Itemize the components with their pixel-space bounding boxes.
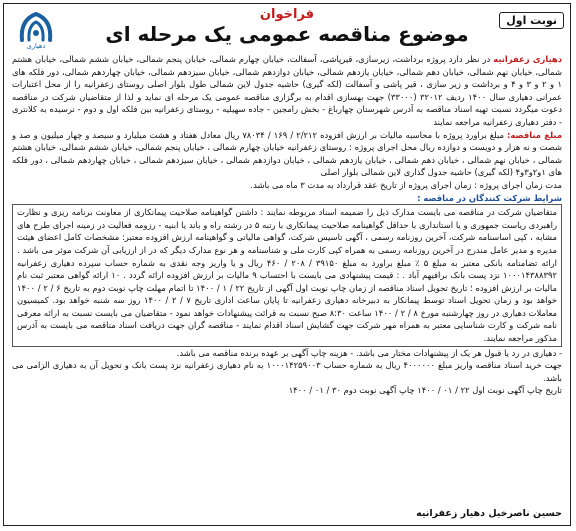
notice-kicker: فراخوان [259, 7, 315, 22]
signature: حسین ناصرخیل دهیار زعفرانیه [416, 508, 562, 519]
logo-caption: دهیاری [26, 42, 46, 50]
conditions-title: شرایط شرکت کنندگان در مناقصه : [417, 192, 562, 203]
estimate-text: مبلغ براورد پروژه با محاسبه مالیات بر ارزش افزوده ۲/۲۱۲ / ۱۶۹ / ۷۸۰۳۴ ریال معادل هفتاد و هشت میلیارد و سیصد و چهار میلیون و صد و شصت و نه هزار و دویست و دوازده ریال محل اجرای پروژه : روستای زعفرانیه خیابان چهارم شمالی ، خیابان پنجم شمالی، خیابان ششم شمالی، خیابان هشتم شمالی ، خیابان نهم شمالی ، خیابان دهم شمالی ، خیابان یازدهم شمالی ، خیابان دوازدهم شمالی ، خیابان سیزدهم شمالی ، خیابان چهاردهم شمالی ، دور فلکه های ۱و۲و۳و۴ (لکه گیری) حاشیه جدول گذاری لاین شمالی بلوار اصلی [12, 129, 562, 178]
rights-paragraph: - دهیاری در رد یا قبول هر یک از پیشنهادات مختار می باشد. - هزینه چاپ آگهی بر عهده برنده مناقصه می باشد. [176, 347, 562, 358]
duration-paragraph: مدت زمان اجرای پروژه : زمان اجرای پروژه از تاریخ عقد قرارداد به مدت ۳ ماه می باشد. [250, 179, 562, 190]
estimate-paragraph [12, 129, 562, 179]
intro-paragraph [12, 53, 562, 129]
estimate-label: مبلغ مناقصه: [507, 129, 563, 140]
notice-header [4, 4, 570, 50]
tender-notice [3, 3, 571, 526]
notice-title: موضوع مناقصه عمومی یک مرحله ای [105, 22, 469, 46]
purchase-paragraph: جهت خرید اسناد مناقصه واریز مبلغ ۴۰۰۰۰۰۰ ریال به شماره حساب ۱۰۰۰۱۴۲۵۹۰۰۳ به نام دهیاری زعفرانیه نزد پست بانک و تحویل آن به دهیاری الزامی می باشد. [12, 360, 562, 383]
notice-badge: نوبت اول [499, 12, 564, 29]
notice-body [12, 53, 562, 397]
conditions-paragraph: متقاضیان شرکت در مناقصه می بایست مدارک ذیل را ضمیمه اسناد مربوطه نمایند : داشتن گواهینامه صلاحیت پیمانکاری از معاونت برنامه ریزی و نظارت راهبردی ریاست جمهوری و یا استانداری با حداقل گواهینامه صلاحیت پیمانکاری با رتبه ۵ در رشته راه و باند یا ابنیه - رزومه فعالیت در زمینه اجرای طرح های مشابه ، کپی اساسنامه شرکت، آخرین روزنامه رسمی ، آگهی تاسیس شرکت، گواهی مالیاتی و گواهینامه ارزش افزوده معتبر: مشخصات کامل اعضای هیئت مدیره و مدیر عامل مندرج در آخرین روزنامه رسمی به همراه کپی کارت ملی و شناسنامه و هر نوع مدارک دیگر که در از ارزیابی آن شرکت موثر می باشد . ارائه تضامنامه بانکی معتبر به مبلغ ۵ ٪ مبلغ براورد به مبلغ ۳۹۱۵۰ / ۲۰۸ / ۴۶۰ ریال و یا واریز وجه نقدی به شماره حساب سپرده دهیاری زعفرانیه ۱۰۰۰۱۴۳۸۸۳۹۲ نزد پست بانک برافیهم آباد . : قیمت پیشنهادی می بایست با احتساب ۹ مالیات بر ارزش افزوده ارائه گردد . ۱۰ ارائه گواهی معتبر ثبت نام مالیات بر ارزش افزوده ؛ تاریخ تحویل اسناد مناقصه از زمان چاپ نوبت اول آگهی از تاریخ ۲۲ / ۱ / ۱۴۰۰ تا اتمام مهلت چاپ نوبت دوم به تاریخ ۶ / ۲ / ۱۴۰۰ خواهد بود و زمان تحویل اسناد توسط پیمانکار به دبیرخانه دهیاری زعفرانیه تا پایان ساعت اداری تاریخ ۷ / ۲ / ۱۴۰۰ روز سه شنبه خواهد بود. کمیسیون معاملات دهیاری در روز چهارشنبه مورخ ۸ / ۲ / ۱۴۰۰ ساعت ۸:۳۰ صبح نسبت به قرائت پیشنهادات خواهد نمود - متقاضیان می بایست نسبت به ارائه معرفی نامه شرکت و کارت شناسایی معتبر به همراه مهر شرکت جهت گشایش اسناد اقدام نمایند - مناقصه گران جهت دریافت اسناد مناقصه می بایست به آدرس مذکور مراجعه نمایند. [12, 204, 562, 347]
org-name: دهیاری زعفرانیه [493, 54, 563, 64]
intro-text: در نظر دارد پروژه برداشت، زیرسازی، قیرپاشی، آسفالت، خیابان چهارم شمالی، خیابان پنجم شمالی، خیابان ششم شمالی، خیابان هشتم شمالی، خیابان نهم شمالی، خیابان دهم شمالی، خیابان یازدهم شمالی، خیابان دوازدهم شمالی، خیابان سیزدهم شمالی، خیابان چهاردهم شمالی، دور فلکه های ۱ و ۲ و ۳ و ۴ و برداشت و زیر سازی ، قیر پاشی و آسفالت (لکه گیری) حاشیه جدول لاین شمالی طول بلوار اصلی روستای زعفرانیه را از محل اعتبارات عمرانی دهیاری سال ۱۴۰۰ ردیف ۳۲۰۱۲ (۳۳۰۰۰) جهت بهسازی اقدام به برگزاری مناقصه عمومی یک مرحله ای نماید و لذا از متقاضیان شرکت در مناقصه دعوت میگردد نسبت تهیه اسناد مناقصه به آدرس شهرستان چهارباغ - بخش رامجین - جاده سهیلیه - روستای زعفرانیه بین فلکه اول و دوم - نرسیده به کلانتری - دفتر دهیاری زعفرانیه مراجعه نمایند [12, 54, 562, 127]
dates-paragraph: تاریخ چاپ آگهی نوبت اول ۲۲ / ۰۱ / ۱۴۰۰ چاپ آگهی نوبت دوم ۳۰ / ۰۱ / ۱۴۰۰ [288, 385, 562, 396]
